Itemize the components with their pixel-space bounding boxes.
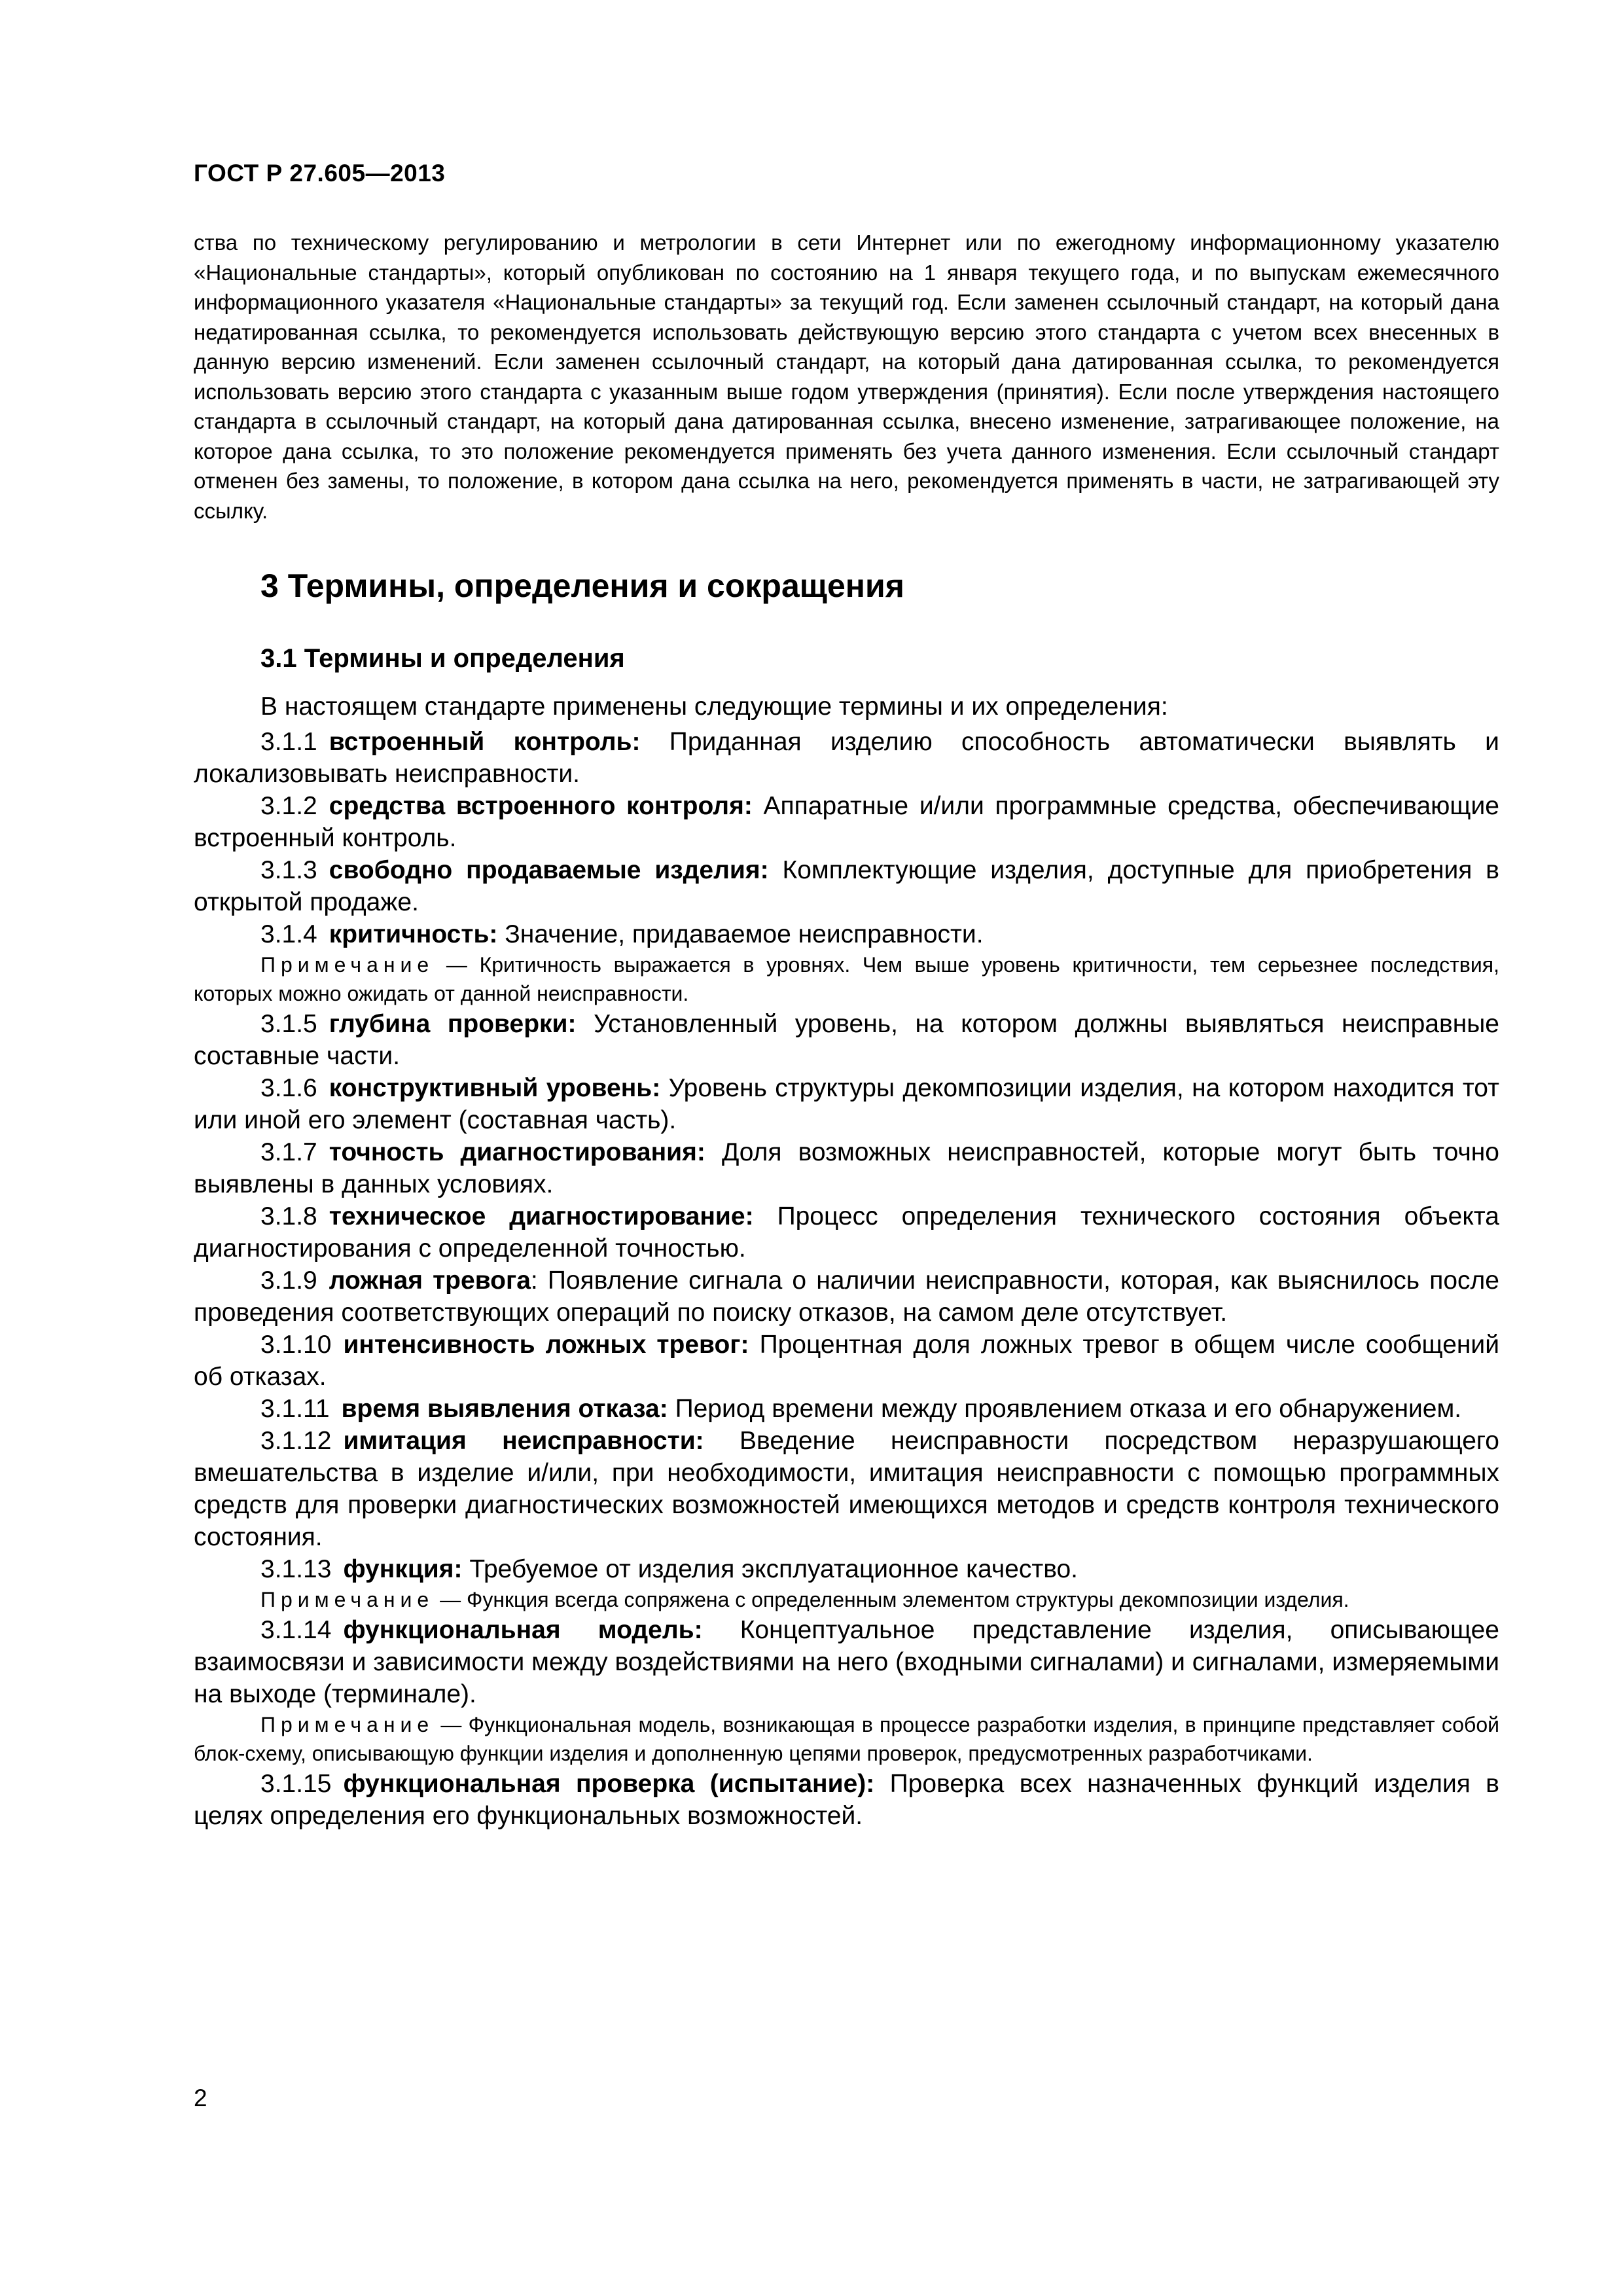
- term-name: функция:: [343, 1555, 463, 1583]
- term-definition: Концептуальное представление изделия, описывающее взаимосвязи и зависимости между воздействиями на него (входными сигналами) и сигналами, измеряемыми на выходе (терминале).: [194, 1616, 1499, 1708]
- page-number: 2: [194, 2085, 207, 2111]
- term-definition: Процентная доля ложных тревог в общем числе сообщений об отказах.: [194, 1331, 1500, 1391]
- term-number: 3.1.12: [260, 1427, 332, 1455]
- term-name: свободно продаваемые изделия:: [329, 856, 769, 884]
- term-3-1-1: [194, 726, 1499, 790]
- term-3-1-11: [194, 1393, 1499, 1425]
- term-3-1-7: [194, 1136, 1499, 1200]
- term-3-1-9: [194, 1265, 1499, 1329]
- term-number: 3.1.7: [260, 1138, 317, 1166]
- note-label: Примечание: [260, 953, 435, 977]
- term-number: 3.1.8: [260, 1202, 317, 1230]
- term-definition: Установленный уровень, на котором должны выявляться неисправные составные части.: [194, 1010, 1500, 1070]
- term-3-1-10: [194, 1329, 1499, 1393]
- term-number: 3.1.5: [260, 1010, 317, 1038]
- term-3-1-3: [194, 854, 1499, 918]
- term-name: точность диагностирования:: [329, 1138, 705, 1166]
- term-definition: Уровень структуры декомпозиции изделия, на котором находится тот или иной его элемент (составная часть).: [194, 1074, 1500, 1134]
- term-3-1-13: [194, 1553, 1499, 1585]
- note-text: — Функция всегда сопряжена с определенным элементом структуры декомпозиции изделия.: [440, 1588, 1349, 1611]
- term-3-1-4: [194, 918, 1499, 950]
- term-name: функциональная проверка (испытание):: [343, 1770, 875, 1798]
- terms-list: [194, 691, 1499, 1832]
- term-3-1-14: [194, 1614, 1499, 1710]
- term-number: 3.1.1: [260, 728, 317, 756]
- intro-paragraph: [194, 228, 1499, 526]
- note-label: Примечание: [260, 1713, 435, 1736]
- term-name: глубина проверки:: [329, 1010, 577, 1038]
- term-name: встроенный контроль:: [329, 728, 641, 756]
- term-name: ложная тревога: [329, 1266, 531, 1295]
- note-label: Примечание: [260, 1588, 435, 1611]
- document-id-header: ГОСТ Р 27.605—2013: [194, 160, 446, 187]
- terms-lead-text: В настоящем стандарте применены следующие термины и их определения:: [260, 692, 1168, 721]
- term-3-1-15: [194, 1768, 1499, 1832]
- term-number: 3.1.2: [260, 792, 317, 820]
- term-definition: Проверка всех назначенных функций изделия в целях определения его функциональных возможностей.: [194, 1770, 1499, 1830]
- term-definition: Значение, придаваемое неисправности.: [505, 920, 984, 948]
- term-definition: Комплектующие изделия, доступные для приобретения в открытой продаже.: [194, 856, 1499, 916]
- term-number: 3.1.11: [260, 1395, 330, 1423]
- term-name: средства встроенного контроля:: [329, 792, 753, 820]
- note-function: [194, 1585, 1499, 1614]
- term-number: 3.1.14: [260, 1616, 332, 1644]
- term-number: 3.1.4: [260, 920, 317, 948]
- note-text: — Критичность выражается в уровнях. Чем выше уровень критичности, тем серьезнее последствия, которых можно ожидать от данной неисправности.: [194, 953, 1500, 1005]
- term-number: 3.1.15: [260, 1770, 332, 1798]
- term-name: критичность:: [329, 920, 498, 948]
- term-definition: : Появление сигнала о наличии неисправности, которая, как выяснилось после проведения соответствующих операций по поиску отказов, на самом деле отсутствует.: [194, 1266, 1499, 1327]
- subsection-title: 3.1 Термины и определения: [260, 644, 625, 673]
- term-definition: Введение неисправности посредством неразрушающего вмешательства в изделие и/или, при необходимости, имитация неисправности с помощью программных средств для проверки диагностических возможностей имеющихся методов и средств контроля технического состояния.: [194, 1427, 1499, 1551]
- term-3-1-8: [194, 1200, 1499, 1265]
- term-3-1-5: [194, 1008, 1499, 1072]
- term-definition: Аппаратные и/или программные средства, обеспечивающие встроенный контроль.: [194, 792, 1499, 852]
- term-number: 3.1.10: [260, 1331, 332, 1359]
- term-definition: Доля возможных неисправностей, которые могут быть точно выявлены в данных условиях.: [194, 1138, 1499, 1198]
- term-3-1-6: [194, 1072, 1499, 1136]
- term-number: 3.1.6: [260, 1074, 317, 1102]
- term-name: время выявления отказа:: [341, 1395, 668, 1423]
- term-number: 3.1.9: [260, 1266, 317, 1295]
- term-name: техническое диагностирование:: [329, 1202, 754, 1230]
- section-title: 3 Термины, определения и сокращения: [260, 567, 904, 604]
- term-number: 3.1.13: [260, 1555, 332, 1583]
- term-name: имитация неисправности:: [343, 1427, 704, 1455]
- term-definition: Приданная изделию способность автоматически выявлять и локализовывать неисправности.: [194, 728, 1499, 788]
- note-criticality: [194, 950, 1499, 1008]
- term-3-1-2: [194, 790, 1499, 854]
- term-name: функциональная модель:: [343, 1616, 703, 1644]
- term-name: интенсивность ложных тревог:: [343, 1331, 749, 1359]
- term-number: 3.1.3: [260, 856, 317, 884]
- note-text: — Функциональная модель, возникающая в процессе разработки изделия, в принципе представляет собой блок-схему, описывающую функции изделия и дополненную цепями проверок, предусмотренных разработчиками.: [194, 1713, 1499, 1765]
- term-definition: Процесс определения технического состояния объекта диагностирования с определенной точностью.: [194, 1202, 1499, 1263]
- note-functional-model: [194, 1710, 1499, 1768]
- intro-text: ства по техническому регулированию и метрологии в сети Интернет или по ежегодному информационному указателю «Национальные стандарты», который опубликован по состоянию на 1 января текущего года, и по выпускам ежемесячного информационного указателя «Национальные стандарты» за текущий год. Если заменен ссылочный стандарт, на который дана недатированная ссылка, то рекомендуется использовать действующую версию этого стандарта с учетом всех внесенных в данную версию изменений. Если заменен ссылочный стандарт, на который дана датированная ссылка, то рекомендуется использовать версию этого стандарта с указанным выше годом утверждения (принятия). Если после утверждения настоящего стандарта в ссылочный стандарт, на который дана датированная ссылка, внесено изменение, затрагивающее положение, на которое дана ссылка, то это положение рекомендуется применять без учета данного изменения. Если ссылочный стандарт отменен без замены, то положение, в котором дана ссылка на него, рекомендуется применять в части, не затрагивающей эту ссылку.: [194, 230, 1499, 523]
- term-definition: Требуемое от изделия эксплуатационное качество.: [469, 1555, 1078, 1583]
- term-definition: Период времени между проявлением отказа и его обнаружением.: [675, 1395, 1462, 1423]
- term-3-1-12: [194, 1425, 1499, 1553]
- term-name: конструктивный уровень:: [329, 1074, 661, 1102]
